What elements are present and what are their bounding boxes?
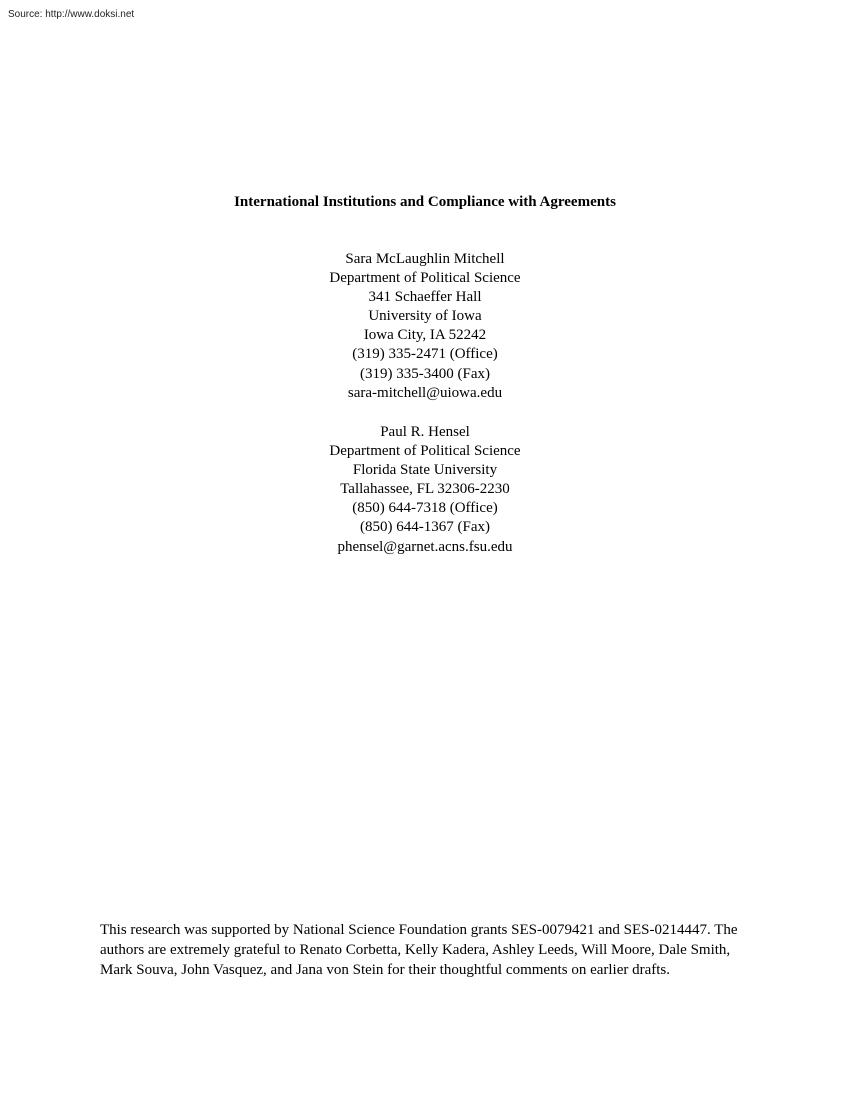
author-name: Paul R. Hensel bbox=[380, 424, 470, 440]
author-university: University of Iowa bbox=[368, 308, 482, 325]
author-department: Department of Political Science bbox=[329, 443, 521, 460]
author-city: Iowa City, IA 52242 bbox=[363, 327, 487, 344]
author-email: sara-mitchell@uiowa.edu bbox=[347, 384, 503, 401]
author-address: 341 Schaeffer Hall bbox=[368, 289, 482, 306]
author-block-mitchell bbox=[0, 250, 850, 403]
paper-title: International Institutions and Compliance with Agreements bbox=[234, 194, 616, 210]
source-note: Source: http://www.doksi.net bbox=[8, 9, 135, 20]
author-email: phensel@garnet.acns.fsu.edu bbox=[337, 538, 513, 555]
author-department: Department of Political Science bbox=[329, 270, 521, 287]
author-city: Tallahassee, FL 32306-2230 bbox=[340, 481, 510, 498]
author-name: Sara McLaughlin Mitchell bbox=[345, 251, 505, 267]
author-university: Florida State University bbox=[352, 462, 498, 479]
author-block-hensel bbox=[0, 423, 850, 557]
author-office-phone: (319) 335-2471 (Office) bbox=[352, 346, 498, 363]
author-office-phone: (850) 644-7318 (Office) bbox=[352, 500, 498, 517]
author-fax: (850) 644-1367 (Fax) bbox=[360, 519, 490, 536]
acknowledgement-footnote: This research was supported by National Science Foundation grants SES-0079421 and SES-0214447. The authors are extremely grateful to Renato Corbetta, Kelly Kadera, Ashley Leeds, Will Moore, Dale Smith, Mark Souva, John Vasquez, and Jana von Stein for their thoughtful comments on earlier drafts. bbox=[100, 922, 738, 978]
author-fax: (319) 335-3400 (Fax) bbox=[360, 365, 490, 382]
